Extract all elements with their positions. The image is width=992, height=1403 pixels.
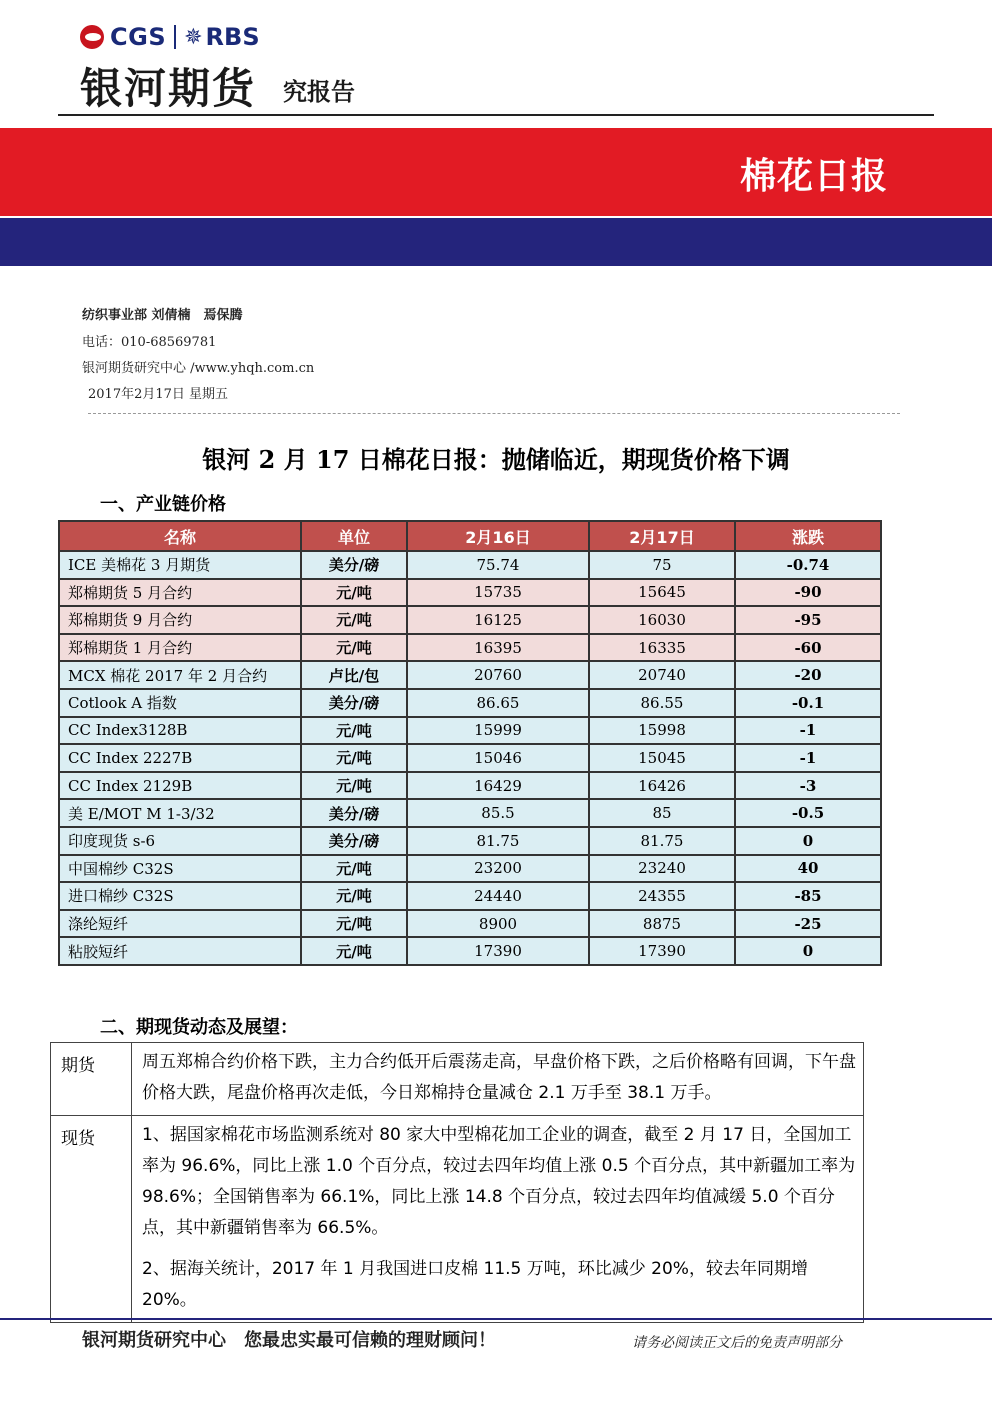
table-row <box>59 937 881 965</box>
table-row <box>59 772 881 800</box>
cgs-swirl-icon <box>80 25 104 49</box>
row-value-feb16: 16395 <box>407 634 589 662</box>
row-unit: 卢比/包 <box>301 661 407 689</box>
row-value-feb17: 75 <box>589 551 735 579</box>
row-value-feb16: 24440 <box>407 882 589 910</box>
row-change: -1 <box>735 717 881 745</box>
dynamics-table <box>50 1042 864 1323</box>
col-name: 名称 <box>59 521 301 551</box>
row-value-feb16: 16125 <box>407 606 589 634</box>
row-change: -25 <box>735 910 881 938</box>
row-name: CC Index3128B <box>59 717 301 745</box>
row-name: 涤纶短纤 <box>59 910 301 938</box>
row-name: 郑棉期货 5 月合约 <box>59 579 301 607</box>
row-name: MCX 棉花 2017 年 2 月合约 <box>59 661 301 689</box>
table-row <box>59 551 881 579</box>
table-row <box>59 882 881 910</box>
footer-disclaimer: 请务必阅读正文后的免责声明部分 <box>632 1335 842 1351</box>
row-name: ICE 美棉花 3 月期货 <box>59 551 301 579</box>
row-value-feb16: 85.5 <box>407 799 589 827</box>
col-unit: 单位 <box>301 521 407 551</box>
row-value-feb17: 86.55 <box>589 689 735 717</box>
row-value-feb16: 15046 <box>407 744 589 772</box>
row-value-feb16: 16429 <box>407 772 589 800</box>
col-change: 涨跌 <box>735 521 881 551</box>
navy-band <box>0 218 992 266</box>
table-row <box>59 661 881 689</box>
spot-label: 现货 <box>51 1116 132 1323</box>
document-title: 银河 2 月 17 日棉花日报：抛储临近，期现货价格下调 <box>202 445 790 474</box>
logo-rbs-text: RBS <box>205 23 260 51</box>
section-heading-dynamics: 二、期现货动态及展望： <box>100 1017 298 1038</box>
footer-divider <box>0 1318 992 1320</box>
logo <box>80 20 260 54</box>
col-feb16: 2月16日 <box>407 521 589 551</box>
header-divider <box>58 114 934 116</box>
row-unit: 元/吨 <box>301 772 407 800</box>
row-unit: 元/吨 <box>301 882 407 910</box>
section-heading-prices: 一、产业链价格 <box>100 494 226 515</box>
row-value-feb17: 16335 <box>589 634 735 662</box>
row-value-feb17: 85 <box>589 799 735 827</box>
report-date: 2017年2月17日 星期五 <box>88 387 229 402</box>
phone: 电话：010-68569781 <box>82 335 217 350</box>
futures-label: 期货 <box>51 1043 132 1116</box>
row-unit: 元/吨 <box>301 634 407 662</box>
row-value-feb17: 17390 <box>589 937 735 965</box>
row-name: 进口棉纱 C32S <box>59 882 301 910</box>
row-name: 郑棉期货 1 月合约 <box>59 634 301 662</box>
footer-slogan: 银河期货研究中心 您最忠实最可信赖的理财顾问！ <box>82 1330 496 1351</box>
row-unit: 元/吨 <box>301 937 407 965</box>
research-center: 银河期货研究中心 /www.yhqh.com.cn <box>82 361 315 376</box>
row-name: 粘胶短纤 <box>59 937 301 965</box>
row-change: -85 <box>735 882 881 910</box>
row-value-feb17: 16030 <box>589 606 735 634</box>
spot-cell <box>132 1116 864 1323</box>
row-change: -0.74 <box>735 551 881 579</box>
futures-row <box>51 1043 864 1116</box>
table-row <box>59 606 881 634</box>
row-name: CC Index 2129B <box>59 772 301 800</box>
logo-divider <box>174 25 176 49</box>
row-unit: 元/吨 <box>301 717 407 745</box>
row-value-feb17: 20740 <box>589 661 735 689</box>
row-value-feb17: 15645 <box>589 579 735 607</box>
row-value-feb17: 15998 <box>589 717 735 745</box>
row-value-feb16: 86.65 <box>407 689 589 717</box>
row-value-feb16: 23200 <box>407 855 589 883</box>
row-change: 0 <box>735 937 881 965</box>
row-change: -90 <box>735 579 881 607</box>
row-unit: 元/吨 <box>301 855 407 883</box>
row-unit: 元/吨 <box>301 910 407 938</box>
row-value-feb17: 8875 <box>589 910 735 938</box>
row-change: -95 <box>735 606 881 634</box>
row-value-feb17: 15045 <box>589 744 735 772</box>
col-feb17: 2月17日 <box>589 521 735 551</box>
row-name: CC Index 2227B <box>59 744 301 772</box>
price-table <box>58 520 882 966</box>
row-value-feb16: 75.74 <box>407 551 589 579</box>
row-unit: 美分/磅 <box>301 689 407 717</box>
row-change: -20 <box>735 661 881 689</box>
table-row <box>59 744 881 772</box>
authors: 纺织事业部 刘倩楠 焉保腾 <box>82 308 243 323</box>
row-name: 中国棉纱 C32S <box>59 855 301 883</box>
row-value-feb16: 81.75 <box>407 827 589 855</box>
row-unit: 元/吨 <box>301 579 407 607</box>
table-row <box>59 717 881 745</box>
row-name: 美 E/MOT M 1-3/32 <box>59 799 301 827</box>
row-value-feb16: 17390 <box>407 937 589 965</box>
rbs-daisy-icon: ✵ <box>184 24 203 50</box>
table-row <box>59 689 881 717</box>
price-table-header <box>59 521 881 551</box>
table-row <box>59 827 881 855</box>
row-name: 郑棉期货 9 月合约 <box>59 606 301 634</box>
row-value-feb16: 15735 <box>407 579 589 607</box>
spot-row <box>51 1116 864 1323</box>
row-value-feb16: 20760 <box>407 661 589 689</box>
row-name: 印度现货 s-6 <box>59 827 301 855</box>
table-row <box>59 910 881 938</box>
row-change: -0.1 <box>735 689 881 717</box>
row-change: -0.5 <box>735 799 881 827</box>
row-value-feb17: 16426 <box>589 772 735 800</box>
row-unit: 元/吨 <box>301 606 407 634</box>
row-name: Cotlook A 指数 <box>59 689 301 717</box>
spot-text-1: 1、据国家棉花市场监测系统对 80 家大中型棉花加工企业的调查，截至 2 月 17 日，全国加工率为 96.6%，同比上涨 1.0 个百分点，较过去四年均值上涨 0.5 个百分点，其中新疆加工率为 98.6%；全国销售率为 66.1%，同比上涨 14.8 个百分点，较过去四年均值减缓 5.0 个百分点，其中新疆销售率为 66.5%。 <box>142 1125 856 1238</box>
row-change: 40 <box>735 855 881 883</box>
row-value-feb16: 8900 <box>407 910 589 938</box>
row-change: -60 <box>735 634 881 662</box>
futures-text: 周五郑棉合约价格下跌，主力合约低开后震荡走高，早盘价格下跌，之后价格略有回调，下午盘价格大跌，尾盘价格再次走低，今日郑棉持仓量减仓 2.1 万手至 38.1 万手。 <box>132 1043 864 1116</box>
row-unit: 美分/磅 <box>301 827 407 855</box>
row-change: -3 <box>735 772 881 800</box>
dashed-divider <box>88 413 900 414</box>
row-change: -1 <box>735 744 881 772</box>
table-row <box>59 579 881 607</box>
table-row <box>59 799 881 827</box>
banner-title: 棉花日报 <box>739 156 888 197</box>
row-value-feb17: 81.75 <box>589 827 735 855</box>
logo-cgs-text: CGS <box>110 23 167 51</box>
row-unit: 美分/磅 <box>301 551 407 579</box>
report-type: 究报告 <box>283 78 355 106</box>
row-value-feb16: 15999 <box>407 717 589 745</box>
spot-text-2: 2、据海关统计，2017 年 1 月我国进口皮棉 11.5 万吨，环比减少 20%，较去年同期增 20%。 <box>142 1259 808 1310</box>
row-unit: 美分/磅 <box>301 799 407 827</box>
row-value-feb17: 24355 <box>589 882 735 910</box>
row-change: 0 <box>735 827 881 855</box>
table-row <box>59 855 881 883</box>
table-row <box>59 634 881 662</box>
row-unit: 元/吨 <box>301 744 407 772</box>
brand-name: 银河期货 <box>80 64 257 113</box>
row-value-feb17: 23240 <box>589 855 735 883</box>
